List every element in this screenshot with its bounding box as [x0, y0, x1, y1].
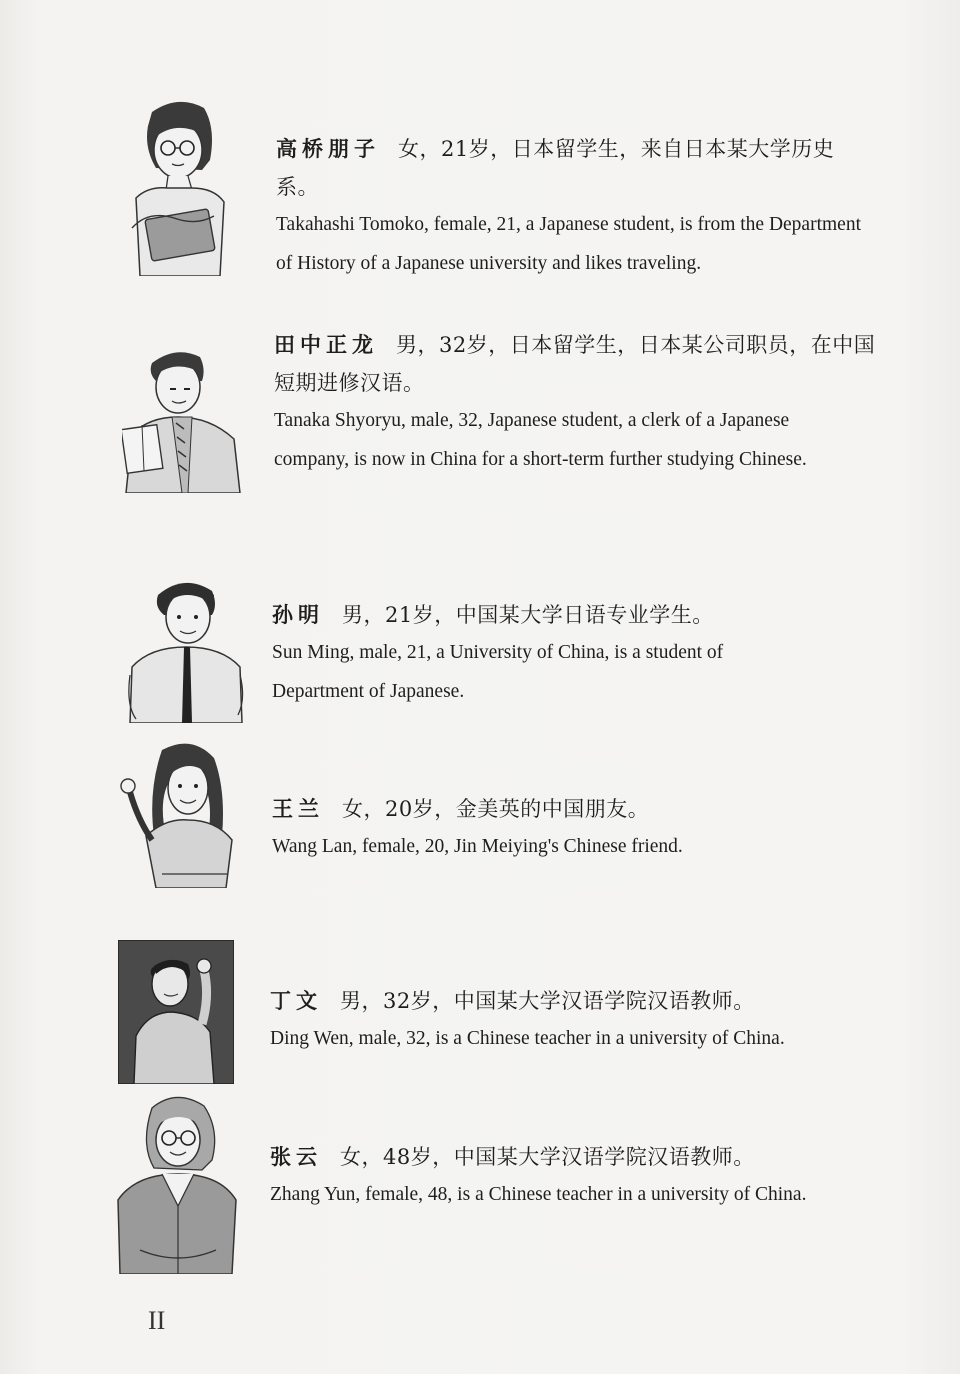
page-number: II	[148, 1306, 166, 1335]
character-name: 高桥朋子	[276, 137, 380, 161]
character-name: 张云	[270, 1145, 322, 1169]
character-name: 丁文	[270, 989, 322, 1013]
character-description-cn: 男，32岁，日本留学生，日本某公司职员，在中国短期进修汉语。	[274, 333, 876, 395]
young-woman-waving-icon	[116, 740, 242, 888]
character-name: 田中正龙	[274, 333, 378, 357]
character-description-cn: 女，20岁，金美英的中国朋友。	[342, 797, 650, 821]
character-description-en: Wang Lan, female, 20, Jin Meiying's Chinese friend.	[272, 836, 683, 857]
young-man-with-tie-icon	[126, 575, 246, 723]
character-description-en: Takahashi Tomoko, female, 21, a Japanese student, is from the Department of History of a Japanese university and likes traveling.	[276, 214, 861, 274]
character-description-en: Sun Ming, male, 21, a University of China, is a student of Department of Japanese.	[272, 642, 724, 702]
man-reading-book-icon	[122, 345, 246, 493]
character-description-cn: 男，32岁，中国某大学汉语学院汉语教师。	[340, 989, 755, 1013]
woman-with-glasses-holding-book-icon	[118, 98, 242, 276]
character-name: 孙明	[272, 603, 324, 627]
character-description-cn: 女，21岁，日本留学生，来自日本某大学历史系。	[276, 137, 835, 199]
character-name: 王兰	[272, 797, 324, 821]
teacher-at-blackboard-icon	[118, 940, 234, 1084]
character-description-en: Ding Wen, male, 32, is a Chinese teacher in a university of China.	[270, 1028, 785, 1049]
woman-teacher-with-glasses-icon	[112, 1090, 240, 1274]
character-description-en: Tanaka Shyoryu, male, 32, Japanese student, a clerk of a Japanese company, is now in China for a short-term further studying Chinese.	[274, 410, 807, 470]
character-description-cn: 男，21岁，中国某大学日语专业学生。	[342, 603, 714, 627]
character-description-cn: 女，48岁，中国某大学汉语学院汉语教师。	[340, 1145, 755, 1169]
character-description-en: Zhang Yun, female, 48, is a Chinese teacher in a university of China.	[270, 1184, 807, 1205]
